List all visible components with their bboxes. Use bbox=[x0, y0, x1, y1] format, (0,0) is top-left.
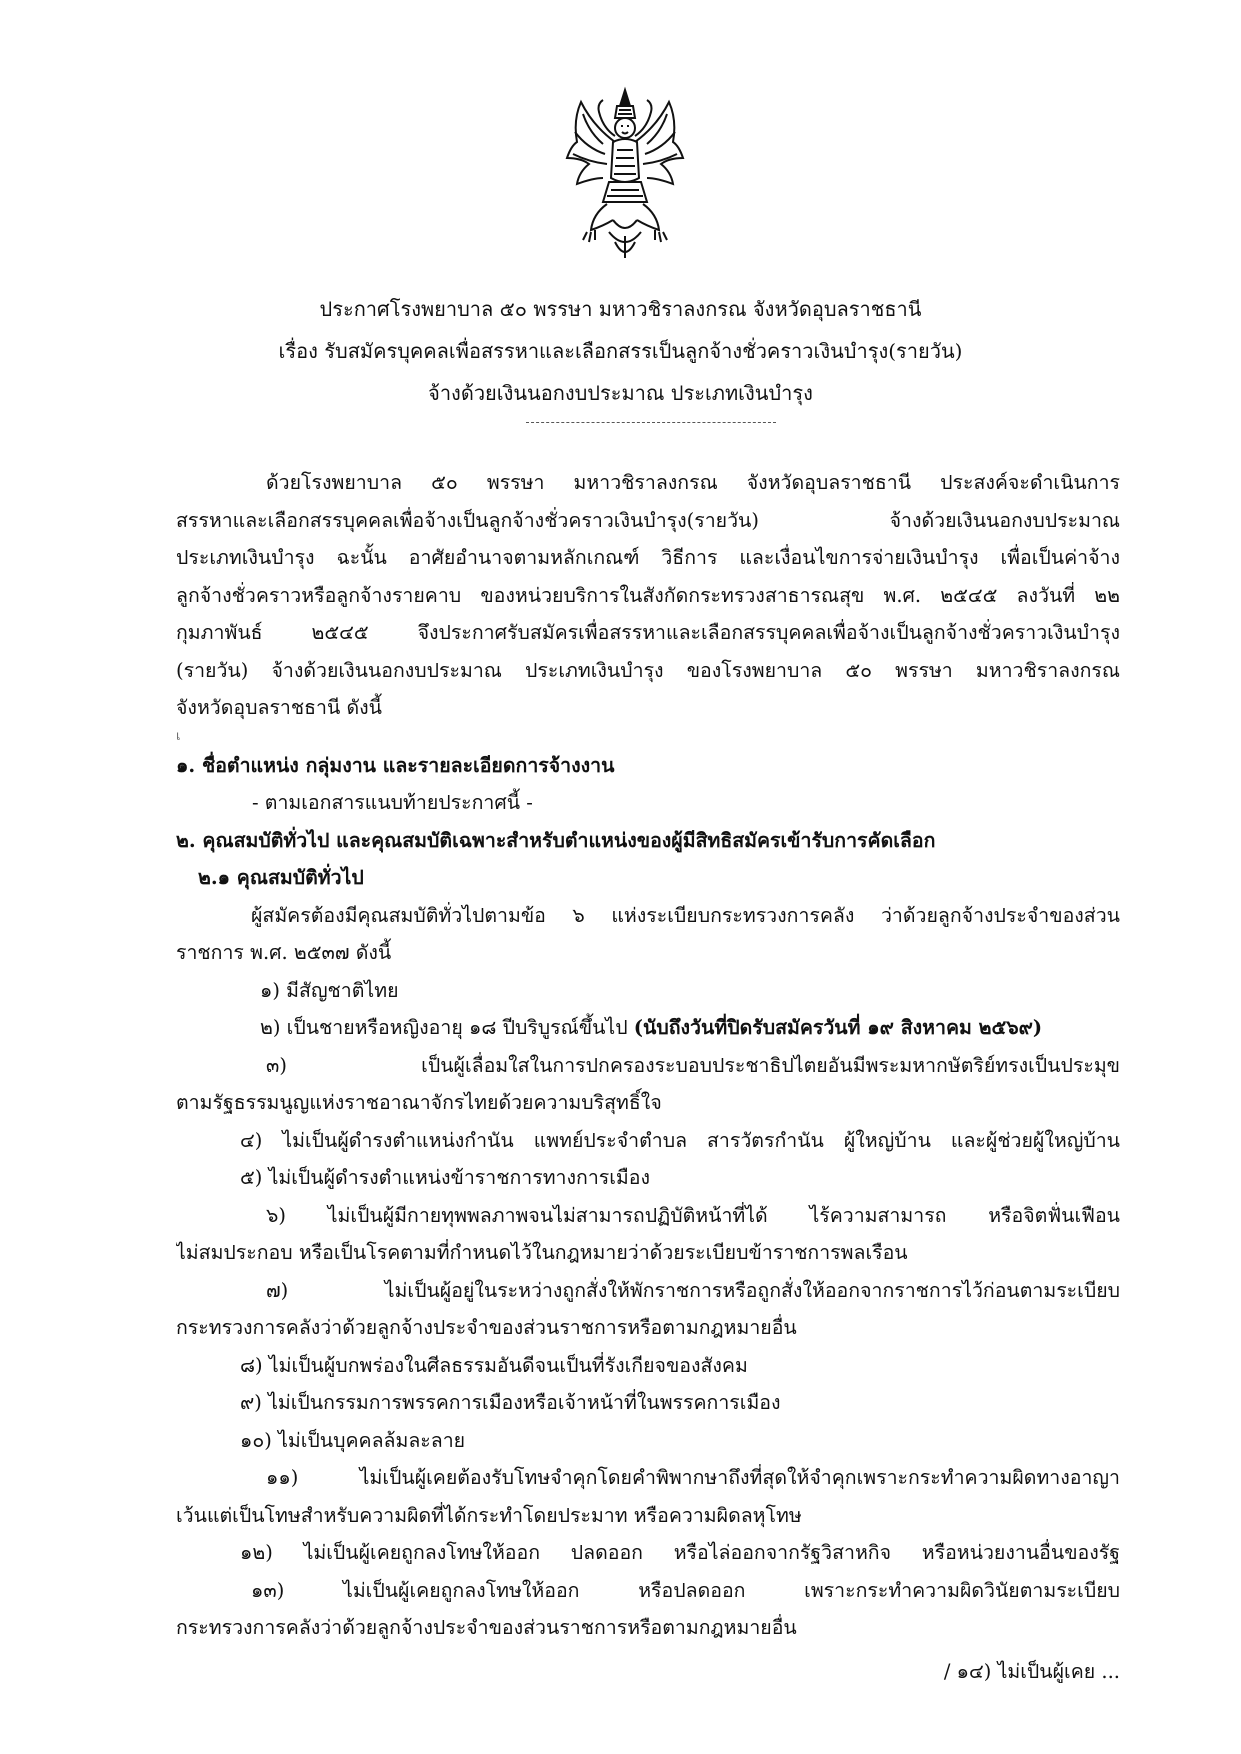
item-13-line-1: ๑๓) ไม่เป็นผู้เคยถูกลงโทษให้ออก หรือปลดออก เพราะกระทำความผิดวินัยตามระเบียบ bbox=[251, 1578, 1120, 1602]
stray-mark: เ bbox=[176, 728, 181, 744]
announcement-header bbox=[0, 288, 1241, 414]
section-2-lead-2: ราชการ พ.ศ. ๒๕๓๗ ดังนี้ bbox=[176, 941, 392, 964]
item-8: ๘) ไม่เป็นผู้บกพร่องในศีลธรรมอันดีจนเป็นที่รังเกียจของสังคม bbox=[240, 1353, 748, 1377]
continuation-note: / ๑๔) ไม่เป็นผู้เคย ... bbox=[943, 1659, 1120, 1683]
item-1: ๑) มีสัญชาติไทย bbox=[260, 978, 399, 1002]
announcement-title: ประกาศโรงพยาบาล ๕๐ พรรษา มหาวชิราลงกรณ จังหวัดอุบลราชธานี bbox=[319, 297, 922, 321]
item-2-deadline: (นับถึงวันที่ปิดรับสมัครวันที่ ๑๙ สิงหาคม ๒๕๖๙) bbox=[633, 1016, 1043, 1039]
intro-line-3: ประเภทเงินบำรุง ฉะนั้น อาศัยอำนาจตามหลักเกณฑ์ วิธีการ และเงื่อนไขการจ่ายเงินบำรุง เพื่อเป็นค่าจ้าง bbox=[176, 546, 1120, 569]
document-body bbox=[176, 464, 1120, 1690]
item-3-line-1: ๓) เป็นผู้เลื่อมใสในการปกครองระบอบประชาธิปไตยอันมีพระมหากษัตริย์ทรงเป็นประมุข bbox=[266, 1053, 1120, 1077]
garuda-emblem-icon bbox=[563, 86, 687, 264]
item-7-line-2: กระทรวงการคลังว่าด้วยลูกจ้างประจำของส่วนราชการหรือตามกฎหมายอื่น bbox=[176, 1316, 797, 1339]
intro-line-5: กุมภาพันธ์ ๒๕๔๕ จึงประกาศรับสมัครเพื่อสรรหาและเลือกสรรบุคคลเพื่อจ้างเป็นลูกจ้างชั่วคราวเงินบำรุง bbox=[176, 621, 1120, 644]
item-4: ๔) ไม่เป็นผู้ดำรงตำแหน่งกำนัน แพทย์ประจำตำบล สารวัตรกำนัน ผู้ใหญ่บ้าน และผู้ช่วยผู้ใหญ่บ้าน bbox=[240, 1128, 1120, 1152]
section-2-lead-1: ผู้สมัครต้องมีคุณสมบัติทั่วไปตามข้อ ๖ แห่งระเบียบกระทรวงการคลัง ว่าด้วยลูกจ้างประจำของส่วน bbox=[251, 903, 1120, 927]
item-6-line-2: ไม่สมประกอบ หรือเป็นโรคตามที่กำหนดไว้ในกฎหมายว่าด้วยระเบียบข้าราชการพลเรือน bbox=[176, 1241, 908, 1264]
header-divider bbox=[526, 422, 776, 423]
section-1-note: - ตามเอกสารแนบท้ายประกาศนี้ - bbox=[252, 791, 533, 814]
item-9: ๙) ไม่เป็นกรรมการพรรคการเมืองหรือเจ้าหน้าที่ในพรรคการเมือง bbox=[240, 1391, 781, 1414]
section-1-heading: ๑. ชื่อตำแหน่ง กลุ่มงาน และรายละเอียดการจ้างงาน bbox=[176, 753, 615, 777]
item-12: ๑๒) ไม่เป็นผู้เคยถูกลงโทษให้ออก ปลดออก หรือไล่ออกจากรัฐวิสาหกิจ หรือหน่วยงานอื่นของรัฐ bbox=[240, 1541, 1120, 1564]
announcement-subject-cont: จ้างด้วยเงินนอกงบประมาณ ประเภทเงินบำรุง bbox=[428, 381, 813, 405]
item-3-line-2: ตามรัฐธรรมนูญแห่งราชอาณาจักรไทยด้วยความบริสุทธิ์ใจ bbox=[176, 1091, 662, 1114]
section-2-1-heading: ๒.๑ คุณสมบัติทั่วไป bbox=[198, 866, 364, 889]
item-10: ๑๐) ไม่เป็นบุคคลล้มละลาย bbox=[240, 1428, 466, 1452]
item-2-text: ๒) เป็นชายหรือหญิงอายุ ๑๘ ปีบริบูรณ์ขึ้นไป bbox=[260, 1016, 634, 1039]
intro-line-2: สรรหาและเลือกสรรบุคคลเพื่อจ้างเป็นลูกจ้างชั่วคราวเงินบำรุง(รายวัน) จ้างด้วยเงินนอกงบประมาณ bbox=[176, 508, 1120, 532]
item-11-line-1: ๑๑) ไม่เป็นผู้เคยต้องรับโทษจำคุกโดยคำพิพากษาถึงที่สุดให้จำคุกเพราะกระทำความผิดทางอาญา bbox=[266, 1466, 1120, 1489]
item-13-line-2: กระทรวงการคลังว่าด้วยลูกจ้างประจำของส่วนราชการหรือตามกฎหมายอื่น bbox=[176, 1616, 797, 1639]
intro-line-4: ลูกจ้างชั่วคราวหรือลูกจ้างรายคาบ ของหน่วยบริการในสังกัดกระทรวงสาธารณสุข พ.ศ. ๒๕๔๕ ลงวันที่ ๒๒ bbox=[176, 583, 1120, 607]
intro-line-1: ด้วยโรงพยาบาล ๕๐ พรรษา มหาวชิราลงกรณ จังหวัดอุบลราชธานี ประสงค์จะดำเนินการ bbox=[266, 471, 1120, 494]
item-2 bbox=[176, 1009, 1120, 1047]
announcement-subject: เรื่อง รับสมัครบุคคลเพื่อสรรหาและเลือกสรรเป็นลูกจ้างชั่วคราวเงินบำรุง(รายวัน) bbox=[278, 339, 963, 363]
item-6-line-1: ๖) ไม่เป็นผู้มีกายทุพพลภาพจนไม่สามารถปฏิบัติหน้าที่ได้ ไร้ความสามารถ หรือจิตฟั่นเฟือน bbox=[266, 1203, 1120, 1227]
section-2-heading: ๒. คุณสมบัติทั่วไป และคุณสมบัติเฉพาะสำหรับตำแหน่งของผู้มีสิทธิสมัครเข้ารับการคัดเลือก bbox=[176, 828, 936, 852]
item-7-line-1: ๗) ไม่เป็นผู้อยู่ในระหว่างถูกสั่งให้พักราชการหรือถูกสั่งให้ออกจากราชการไว้ก่อนตามระเบียบ bbox=[266, 1278, 1120, 1302]
intro-line-7: จังหวัดอุบลราชธานี ดังนี้ bbox=[176, 696, 383, 719]
item-5: ๕) ไม่เป็นผู้ดำรงตำแหน่งข้าราชการทางการเมือง bbox=[240, 1166, 650, 1189]
item-11-line-2: เว้นแต่เป็นโทษสำหรับความผิดที่ได้กระทำโดยประมาท หรือความผิดลหุโทษ bbox=[176, 1503, 802, 1527]
intro-line-6: (รายวัน) จ้างด้วยเงินนอกงบประมาณ ประเภทเงินบำรุง ของโรงพยาบาล ๕๐ พรรษา มหาวชิราลงกรณ bbox=[176, 658, 1120, 682]
